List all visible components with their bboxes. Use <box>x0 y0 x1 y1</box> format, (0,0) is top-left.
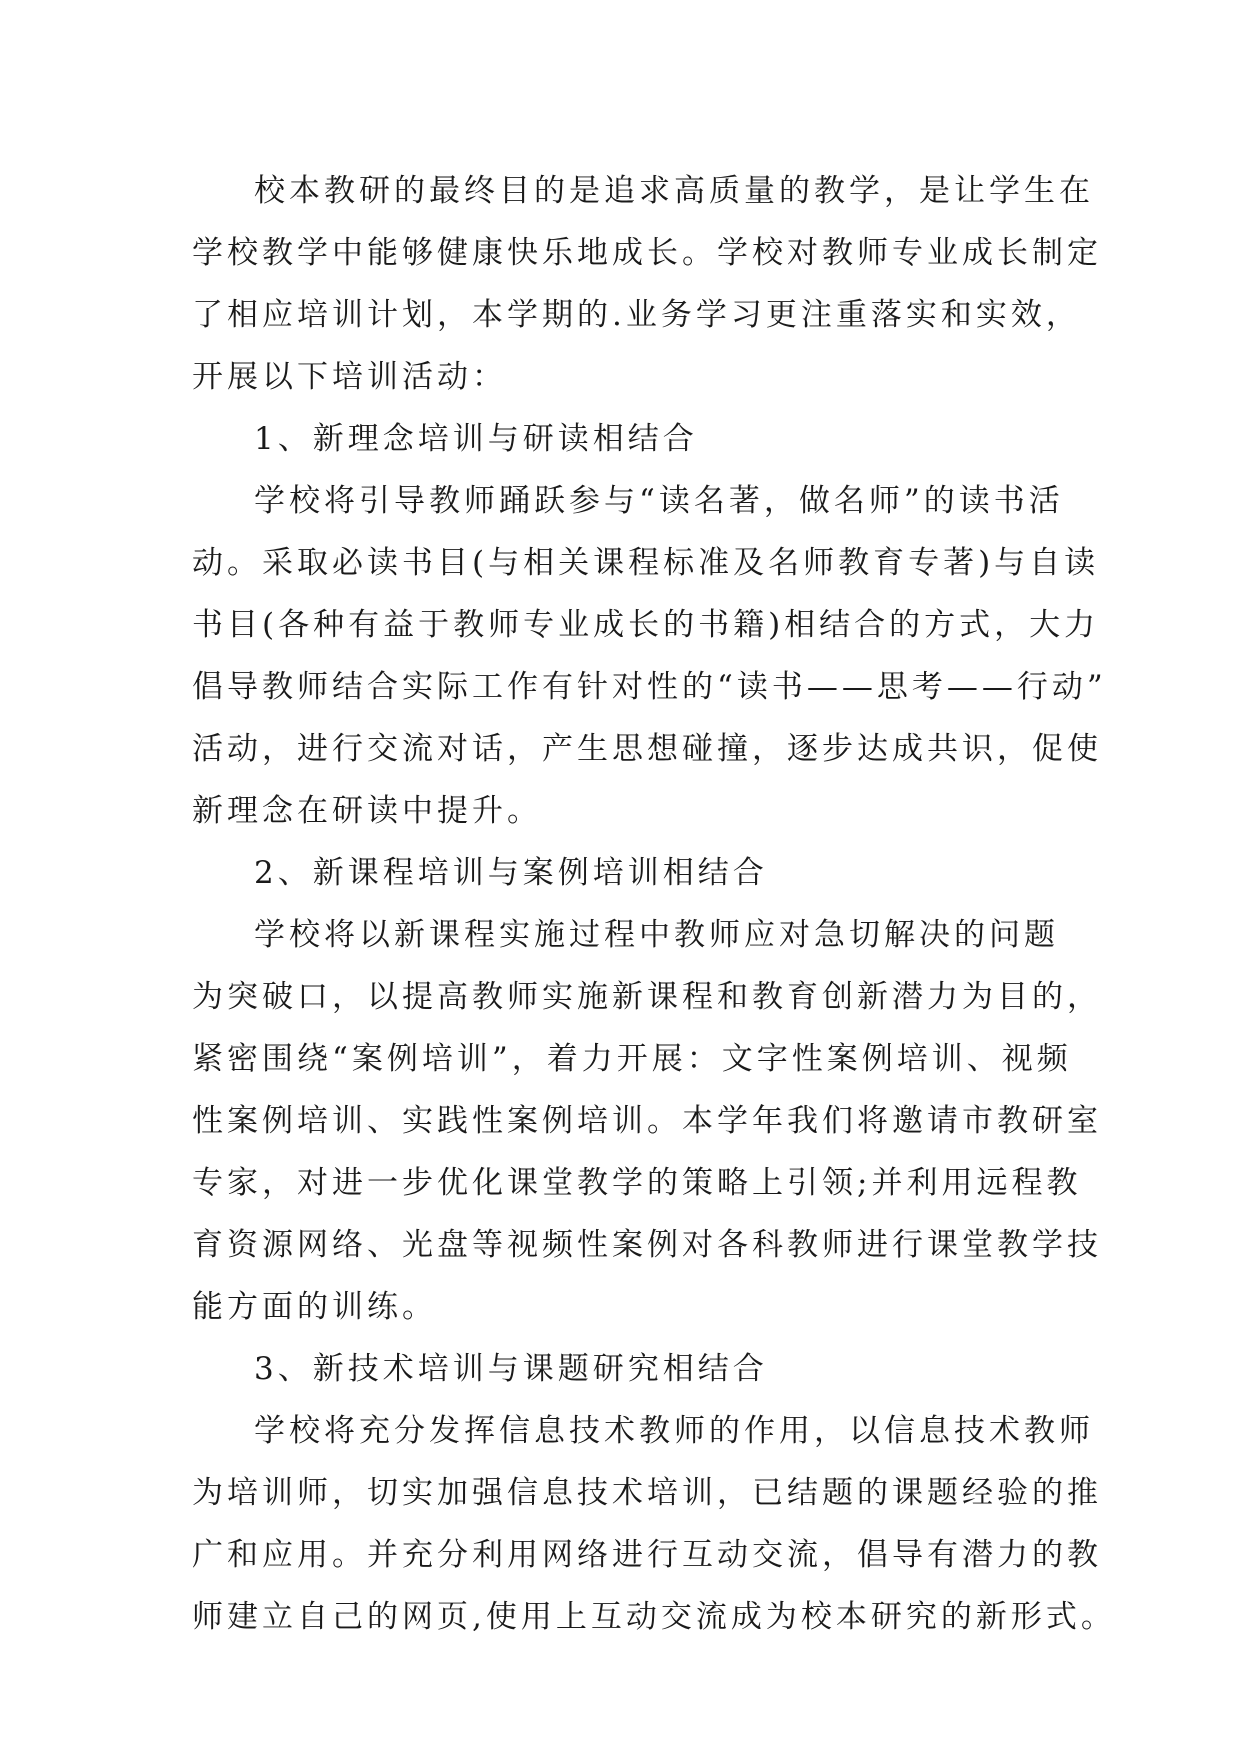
paragraph-line: 书目(各种有益于教师专业成长的书籍)相结合的方式，大力 <box>192 607 1100 643</box>
paragraph-line: 为培训师，切实加强信息技术培训，已结题的课题经验的推 <box>192 1475 1102 1511</box>
paragraph-line: 了相应培训计划，本学期的.业务学习更注重落实和实效， <box>192 297 1081 333</box>
section-heading: 2、新课程培训与案例培训相结合 <box>254 855 768 891</box>
paragraph-line: 动。采取必读书目(与相关课程标准及名师教育专著)与自读 <box>192 545 1100 581</box>
paragraph-line: 校本教研的最终目的是追求高质量的教学，是让学生在 <box>254 173 1094 209</box>
paragraph-line: 育资源网络、光盘等视频性案例对各科教师进行课堂教学技 <box>192 1227 1102 1263</box>
paragraph-line: 为突破口，以提高教师实施新课程和教育创新潜力为目的， <box>192 979 1102 1015</box>
paragraph-line: 学校将引导教师踊跃参与“读名著，做名师”的读书活 <box>254 483 1064 519</box>
paragraph-line: 学校将充分发挥信息技术教师的作用，以信息技术教师 <box>254 1413 1094 1449</box>
paragraph-line: 开展以下培训活动： <box>192 359 507 395</box>
paragraph-line: 能方面的训练。 <box>192 1289 437 1325</box>
paragraph-line: 倡导教师结合实际工作有针对性的“读书——思考——行动” <box>192 669 1107 705</box>
paragraph-line: 师建立自己的网页,使用上互动交流成为校本研究的新形式。 <box>192 1599 1116 1635</box>
paragraph-line: 学校将以新课程实施过程中教师应对急切解决的问题 <box>254 917 1059 953</box>
paragraph-line: 学校教学中能够健康快乐地成长。学校对教师专业成长制定 <box>192 235 1102 271</box>
paragraph-line: 专家，对进一步优化课堂教学的策略上引领;并利用远程教 <box>192 1165 1082 1201</box>
section-heading: 3、新技术培训与课题研究相结合 <box>254 1351 768 1387</box>
paragraph-line: 活动，进行交流对话，产生思想碰撞，逐步达成共识，促使 <box>192 731 1102 767</box>
paragraph-line: 广和应用。并充分利用网络进行互动交流，倡导有潜力的教 <box>192 1537 1102 1573</box>
section-heading: 1、新理念培训与研读相结合 <box>254 421 698 457</box>
paragraph-line: 紧密围绕“案例培训”，着力开展：文字性案例培训、视频 <box>192 1041 1072 1077</box>
paragraph-line: 新理念在研读中提升。 <box>192 793 542 829</box>
body-text <box>192 160 1116 1648</box>
paragraph-line: 性案例培训、实践性案例培训。本学年我们将邀请市教研室 <box>192 1103 1102 1139</box>
